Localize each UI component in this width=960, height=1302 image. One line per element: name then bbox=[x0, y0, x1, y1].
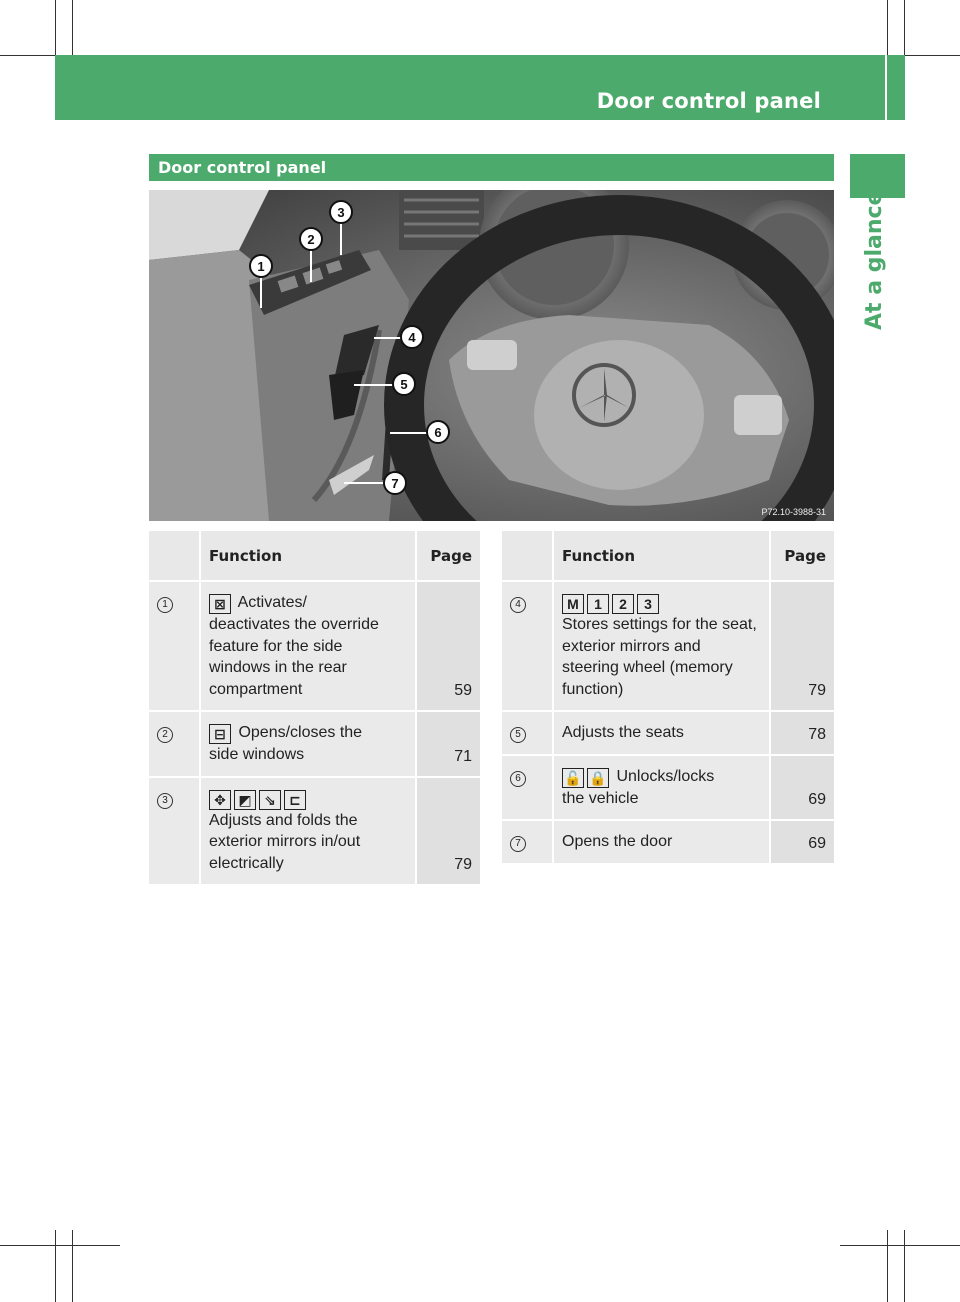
page-ref[interactable]: 78 bbox=[771, 712, 834, 756]
page-ref[interactable]: 69 bbox=[771, 756, 834, 822]
item-number: 3 bbox=[157, 793, 173, 809]
crop-mark bbox=[904, 1230, 905, 1302]
callout-5: 5 bbox=[400, 377, 408, 392]
function-text: Opens the door bbox=[562, 833, 673, 850]
item-number: 7 bbox=[510, 836, 526, 852]
function-header: Function bbox=[201, 531, 417, 582]
function-table-left bbox=[149, 531, 480, 886]
table-row bbox=[502, 712, 834, 756]
door-panel-photo bbox=[149, 190, 834, 521]
memory-2-icon: 2 bbox=[612, 594, 634, 614]
page-header: Page bbox=[417, 531, 480, 582]
page-ref[interactable]: 79 bbox=[417, 778, 480, 887]
num-header bbox=[149, 531, 201, 582]
function-text: Activates/ bbox=[237, 594, 307, 611]
callout-4: 4 bbox=[408, 330, 416, 345]
table-row bbox=[502, 821, 834, 865]
item-number: 5 bbox=[510, 727, 526, 743]
page-ref[interactable]: 59 bbox=[417, 582, 480, 712]
page-number: 37 bbox=[904, 89, 934, 113]
table-row bbox=[149, 778, 480, 887]
table-row bbox=[149, 582, 480, 712]
table-row bbox=[502, 582, 834, 712]
mirror-fold-icon: ⊏ bbox=[284, 790, 306, 810]
lock-icon: 🔒 bbox=[587, 768, 609, 788]
callout-7: 7 bbox=[391, 476, 399, 491]
num-header bbox=[502, 531, 554, 582]
function-text: deactivates the override feature for the side windows in the rear compartment bbox=[209, 616, 379, 698]
door-panel-illustration bbox=[149, 190, 834, 521]
function-header: Function bbox=[554, 531, 771, 582]
callout-2: 2 bbox=[307, 232, 315, 247]
callout-1: 1 bbox=[257, 259, 265, 274]
function-text: Unlocks/locks bbox=[616, 767, 715, 785]
function-table-right bbox=[502, 531, 834, 865]
side-tab-label: At a glance bbox=[862, 190, 887, 330]
window-lock-icon: ⊠ bbox=[209, 594, 231, 614]
unlock-icon: 🔓 bbox=[562, 768, 584, 788]
header-divider bbox=[885, 55, 887, 120]
mirror-select-icon: ✥ bbox=[209, 790, 231, 810]
image-code: P72.10-3988-31 bbox=[761, 507, 826, 517]
function-text: the vehicle bbox=[562, 789, 639, 807]
section-title: Door control panel bbox=[158, 158, 327, 177]
item-number: 4 bbox=[510, 597, 526, 613]
item-number: 2 bbox=[157, 727, 173, 743]
memory-3-icon: 3 bbox=[637, 594, 659, 614]
memory-m-icon: M bbox=[562, 594, 584, 614]
mirror-left-icon: ◩ bbox=[234, 790, 256, 810]
memory-1-icon: 1 bbox=[587, 594, 609, 614]
page-ref[interactable]: 71 bbox=[417, 712, 480, 778]
page-ref[interactable]: 79 bbox=[771, 582, 834, 712]
header-title: Door control panel bbox=[596, 89, 821, 113]
function-text: Adjusts and folds the exterior mirrors in/out electrically bbox=[209, 811, 361, 872]
crop-mark bbox=[72, 1230, 73, 1302]
section-heading bbox=[149, 154, 834, 181]
table-row bbox=[502, 756, 834, 822]
item-number: 6 bbox=[510, 771, 526, 787]
callout-6: 6 bbox=[434, 425, 442, 440]
page-ref[interactable]: 69 bbox=[771, 821, 834, 865]
window-switch-icon: ⊟ bbox=[209, 724, 231, 744]
page-header: Page bbox=[771, 531, 834, 582]
function-text: Opens/closes the bbox=[238, 724, 363, 741]
function-text: Adjusts the seats bbox=[562, 724, 684, 741]
mirror-right-icon: ⇘ bbox=[259, 790, 281, 810]
table-row bbox=[149, 712, 480, 778]
item-number: 1 bbox=[157, 597, 173, 613]
crop-mark bbox=[0, 1245, 120, 1246]
function-text: Stores settings for the seat, exterior mirrors and steering wheel (memory function) bbox=[562, 616, 757, 698]
crop-mark bbox=[887, 1230, 888, 1302]
page-header bbox=[55, 55, 934, 120]
callout-3: 3 bbox=[337, 205, 345, 220]
crop-mark bbox=[840, 1245, 960, 1246]
crop-mark bbox=[55, 1230, 56, 1302]
function-text: side windows bbox=[209, 746, 305, 763]
